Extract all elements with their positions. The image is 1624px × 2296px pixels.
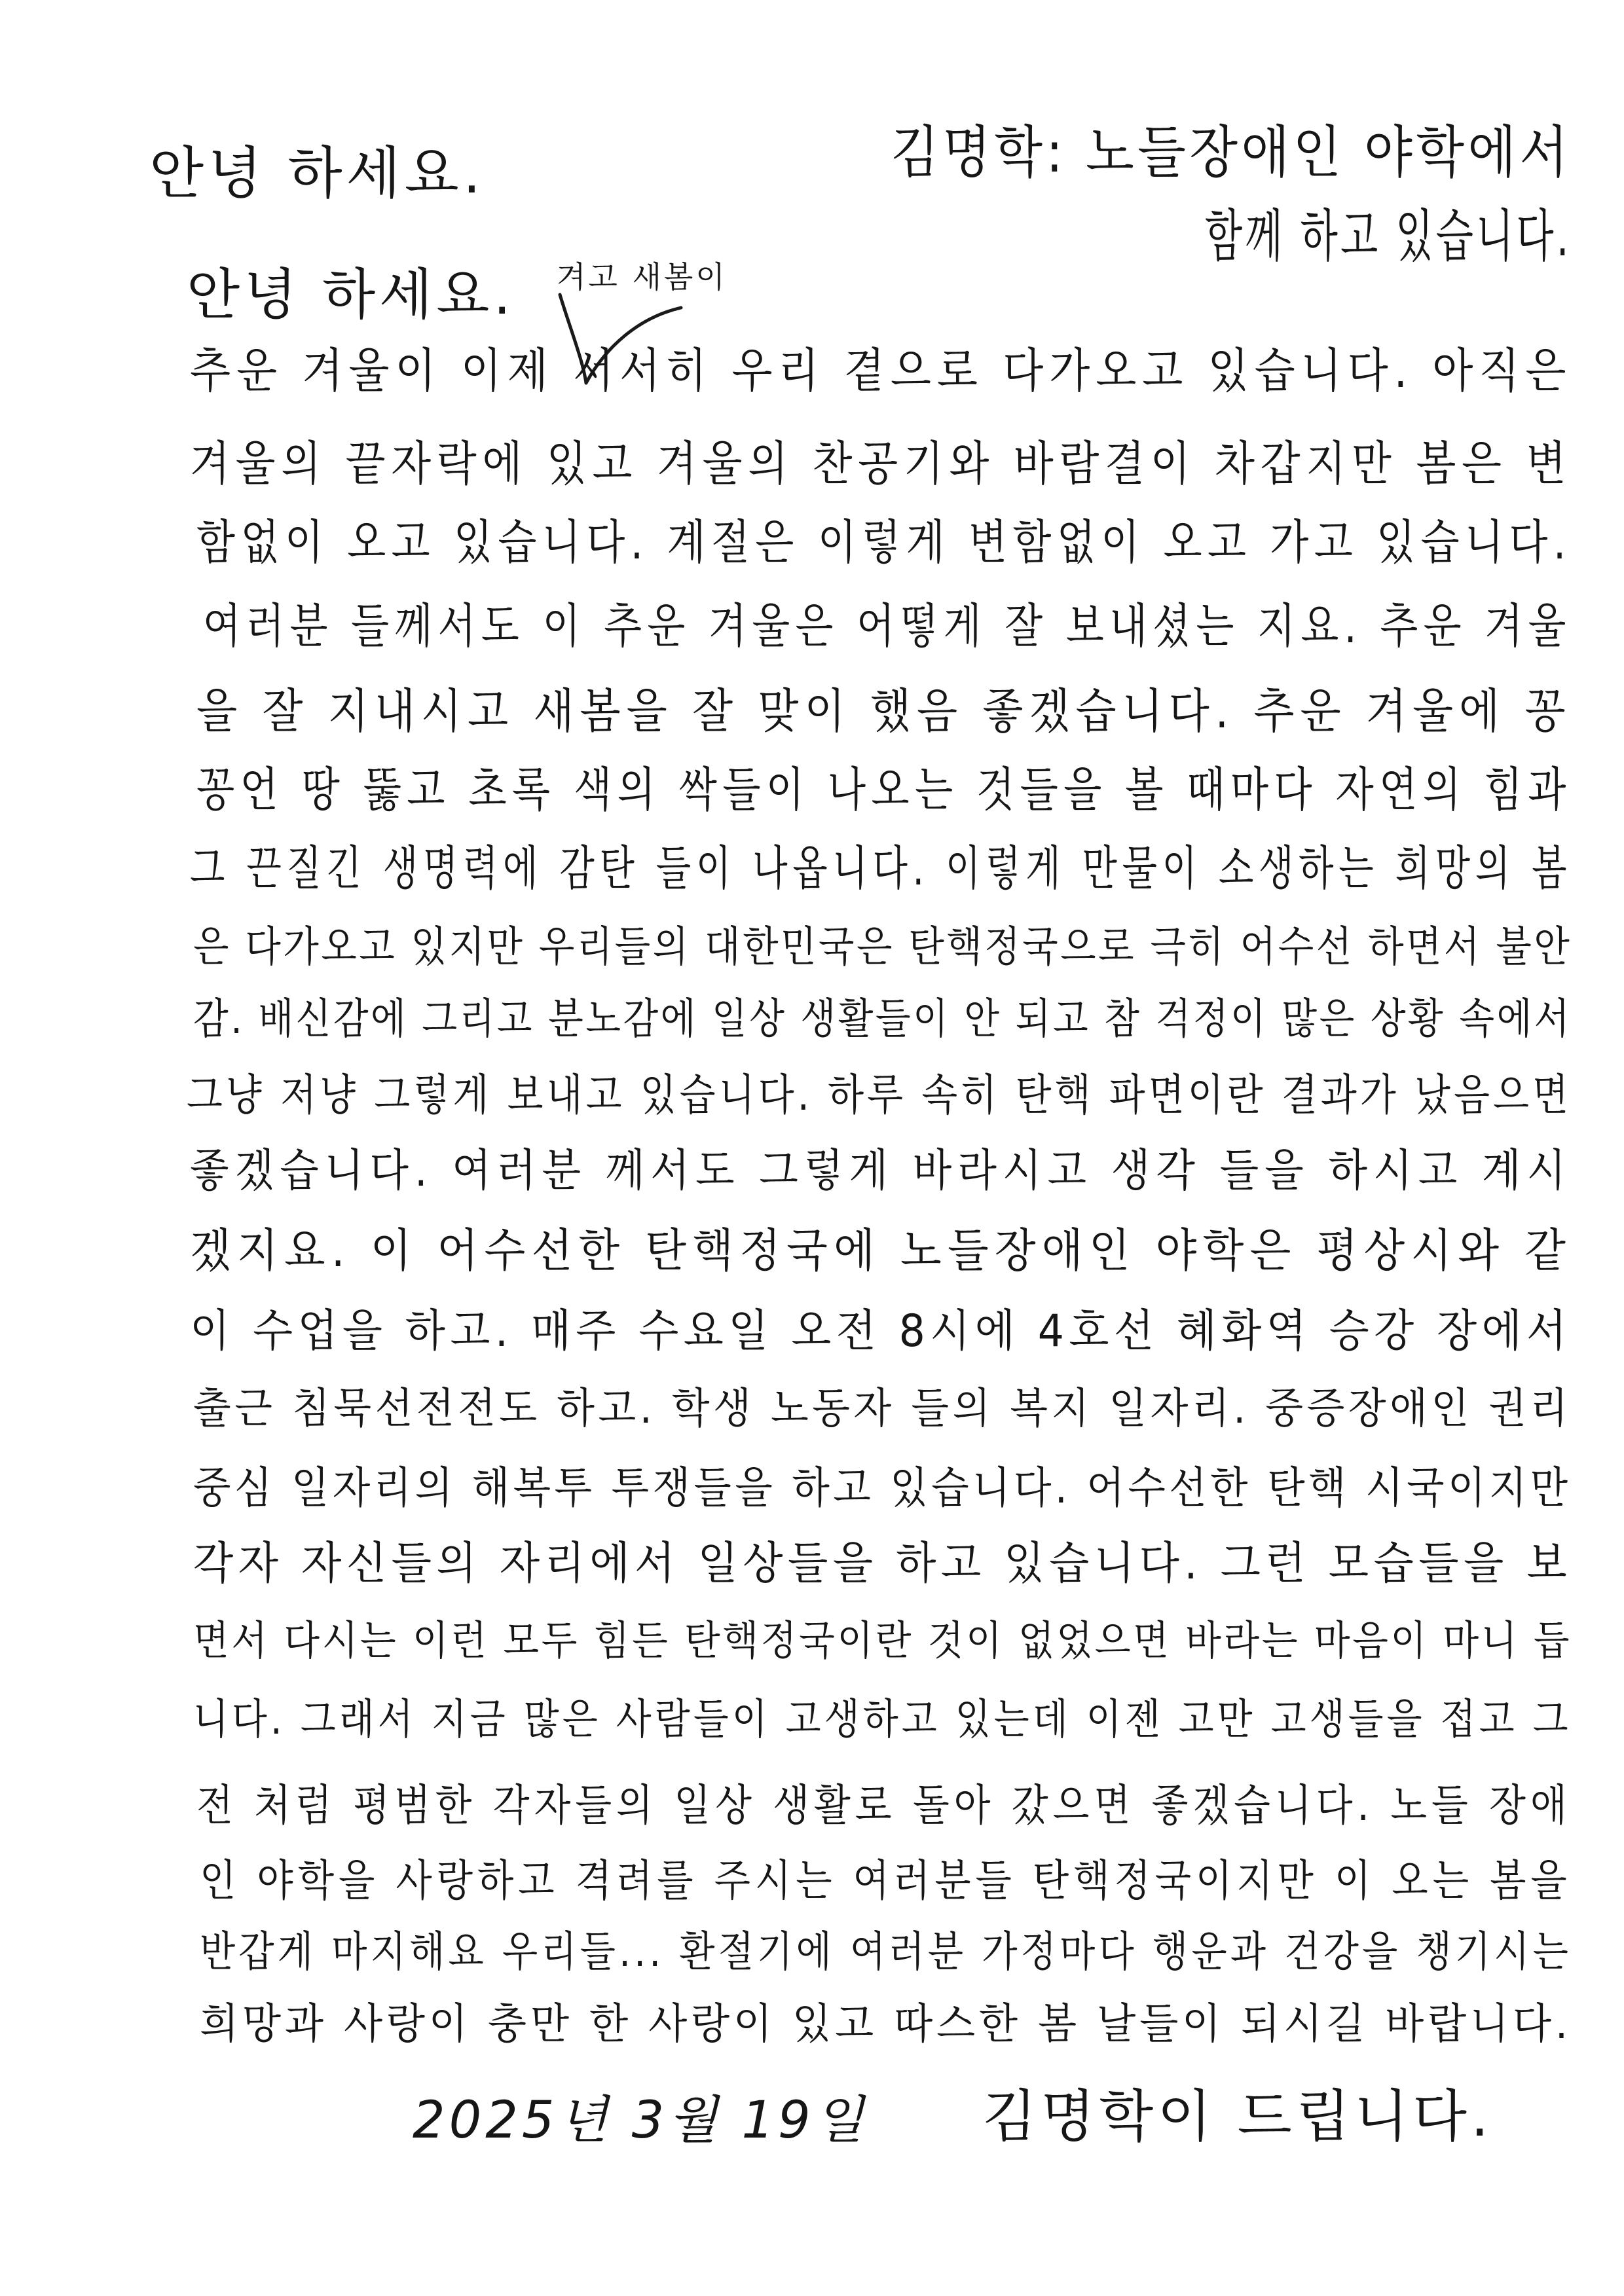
body-line: 니다. 그래서 지금 많은 사람들이 고생하고 있는데 이젠 고만 고생들을 접고 그 [193, 1696, 1572, 1744]
body-line: 인 야학을 사랑하고 격려를 주시는 여러분들 탄핵정국이지만 이 오는 봄을 [200, 1855, 1572, 1906]
body-line: 반갑게 마지해요 우리들... 환절기에 여러분 가정마다 행운과 건강을 챙기시는 [200, 1928, 1572, 1977]
signature: 김명학이 드립니다. [982, 2084, 1493, 2149]
inserted-note: 겨고 새봄이 [557, 259, 728, 295]
author-intro-line-1: 김명학: 노들장애인 야학에서 [891, 120, 1572, 185]
body-line: 좋겠습니다. 여러분 께서도 그렇게 바라시고 생각 들을 하시고 계시 [190, 1145, 1572, 1197]
body-line: 추운 겨울이 이제 서서히 우리 곁으로 다가오고 있습니다. 아직은 [190, 343, 1572, 398]
greeting: 안녕 하세요. [149, 141, 485, 206]
body-line: 꽁언 땅 뚫고 초록 색의 싹들이 나오는 것들을 볼 때마다 자연의 힘과 [196, 762, 1572, 817]
body-line: 그 끈질긴 생명력에 감탄 들이 나옵니다. 이렇게 만물이 소생하는 희망의 봄 [190, 841, 1572, 896]
body-line: 여러분 들께서도 이 추운 겨울은 어떻게 잘 보내셨는 지요. 추운 겨울 [203, 598, 1572, 653]
letter-date: 2025년 3월 19일 [413, 2091, 868, 2150]
body-line: 겨울의 끝자락에 있고 겨울의 찬공기와 바람결이 차갑지만 봄은 변 [190, 436, 1572, 491]
body-line: 면서 다시는 이런 모두 힘든 탄핵정국이란 것이 없었으면 바라는 마음이 마니 듭 [193, 1616, 1572, 1664]
body-line: 그냥 저냥 그렇게 보내고 있습니다. 하루 속히 탄핵 파면이란 결과가 났음으면 [187, 1070, 1572, 1120]
body-line: 중심 일자리의 해복투 투쟁들을 하고 있습니다. 어수선한 탄핵 시국이지만 [193, 1463, 1572, 1513]
body-line: 전 처럼 평범한 각자들의 일상 생활로 돌아 갔으면 좋겠습니다. 노들 장애 [196, 1780, 1572, 1831]
body-line: 함없이 오고 있습니다. 계절은 이렇게 변함없이 오고 가고 있습니다. [196, 515, 1572, 570]
body-line: 각자 자신들의 자리에서 일상들을 하고 있습니다. 그런 모습들을 보 [193, 1538, 1572, 1590]
body-line: 겠지요. 이 어수선한 탄핵정국에 노들장애인 야학은 평상시와 같 [190, 1224, 1572, 1277]
body-line: 출근 침묵선전전도 하고. 학생 노동자 들의 복지 일자리. 중증장애인 권리 [193, 1385, 1572, 1433]
body-line: 은 다가오고 있지만 우리들의 대한민국은 탄핵정국으로 극히 어수선 하면서 불안 [193, 923, 1572, 972]
body-line: 희망과 사랑이 충만 한 사랑이 있고 따스한 봄 날들이 되시길 바랍니다. [200, 2000, 1572, 2049]
body-line: 감. 배신감에 그리고 분노감에 일상 생활들이 안 되고 참 걱정이 많은 상황 속에서 [193, 995, 1572, 1044]
second-greeting: 안녕 하세요. [187, 263, 515, 327]
author-intro-line-2: 함께 하고 있습니다. [1205, 204, 1572, 269]
body-line: 이 수업을 하고. 매주 수요일 오전 8시에 4호선 혜화역 승강 장에서 [190, 1305, 1572, 1357]
body-line: 을 잘 지내시고 새봄을 잘 맞이 했음 좋겠습니다. 추운 겨울에 꽁 [196, 683, 1572, 738]
